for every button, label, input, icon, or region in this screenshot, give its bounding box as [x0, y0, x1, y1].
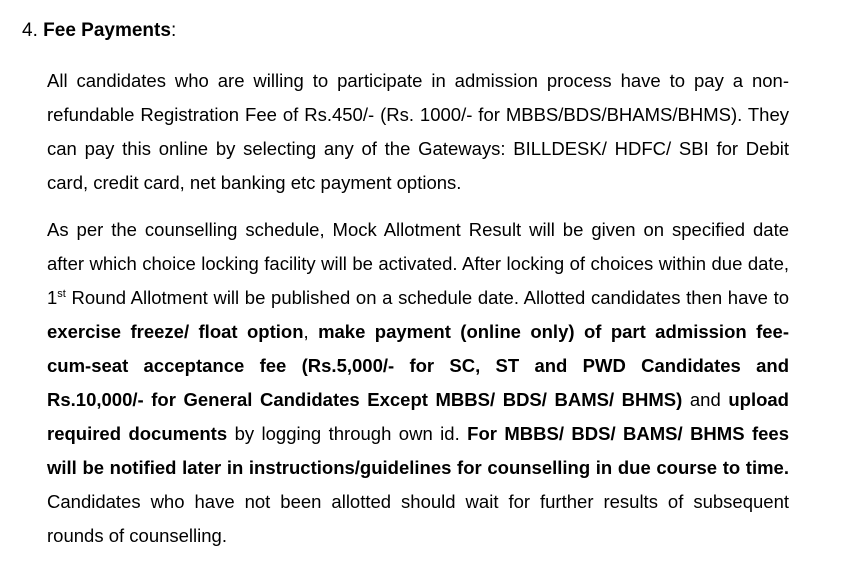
upload-documents-text: upload required documents [47, 389, 789, 444]
allotment-text-1: As per the counselling schedule, Mock Allotment Result will be given on specified date after which choice locking facility will be activated. After locking of choices within due date, 1 [47, 219, 789, 308]
registration-fee-paragraph: All candidates who are willing to participate in admission process have to pay a non-refundable Registration Fee of Rs.450/- (Rs. 1000/- for MBBS/BDS/BHAMS/BHMS). They can pay this online by selecting any of the Gateways: BILLDESK/ HDFC/ SBI for Debit card, credit card, net banking etc payment options. [47, 70, 789, 193]
freeze-float-option-text: exercise freeze/ float option [47, 321, 304, 342]
payment-details-text: make payment (online only) of part admission fee- cum-seat acceptance fee (Rs.5,000/- for SC, ST and PWD Candidates and Rs.10,000/- for General Candidates Except MBBS/ BDS/ BAMS/ BHMS) [47, 321, 789, 410]
section-colon: : [170, 20, 177, 41]
section-number: 4. [22, 20, 38, 41]
ordinal-superscript: st [57, 288, 66, 300]
section-title: Fee Payments [43, 20, 171, 41]
allotment-text-6: Candidates who have not been allotted should wait for further results of subsequent rounds of counselling. [47, 491, 789, 546]
allotment-paragraph [47, 213, 789, 553]
section-heading [22, 19, 176, 43]
allotment-text-5: by logging through own id. [227, 423, 468, 444]
allotment-text-4: and [682, 389, 729, 410]
allotment-text-2: Round Allotment will be published on a schedule date. Allotted candidates then have to [65, 287, 789, 308]
mbbs-fees-notice-text: For MBBS/ BDS/ BAMS/ BHMS fees will be notified later in instructions/guidelines for counselling in due course to time. [47, 423, 790, 478]
allotment-text-3: , [303, 321, 319, 342]
